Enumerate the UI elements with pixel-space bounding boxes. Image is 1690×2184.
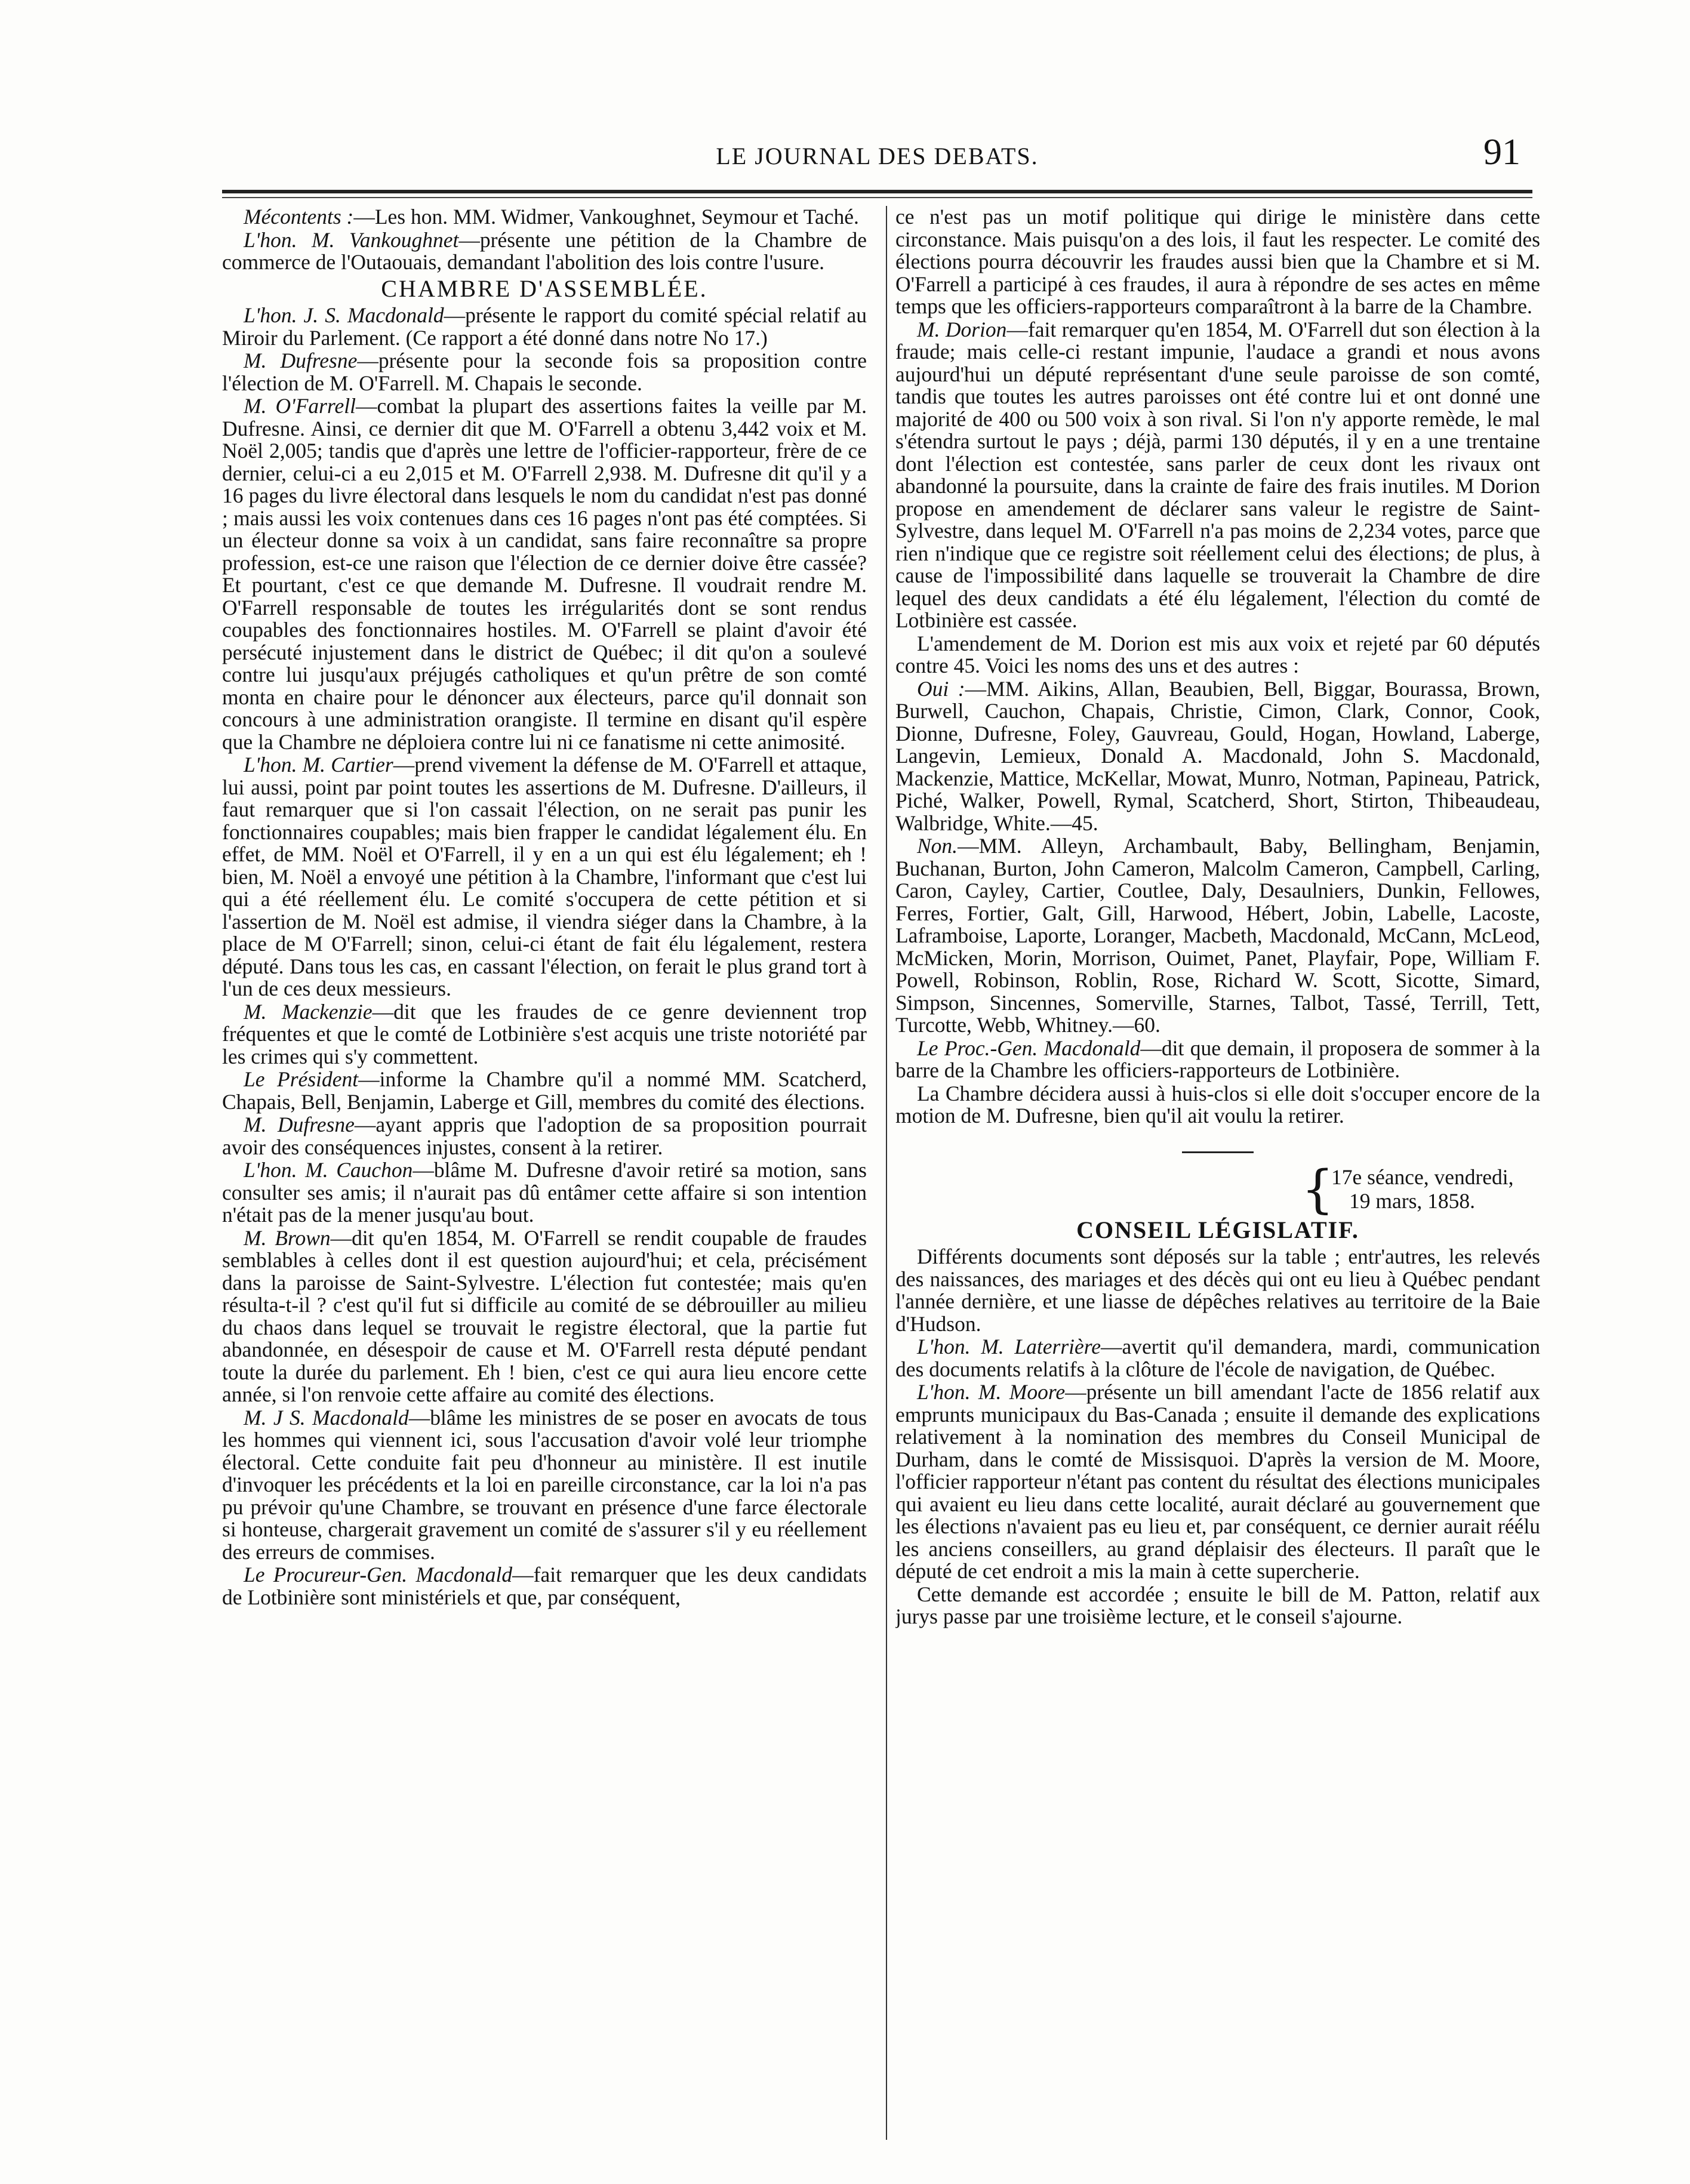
- speaker-name: Le Procureur-Gen. Macdonald: [244, 1563, 513, 1587]
- speaker-name: Mécontents :: [244, 206, 354, 229]
- paragraph-text: —fait remarquer qu'en 1854, M. O'Farrell dut son élection à la fraude; mais celle-ci restant impunie, l'audace a grandi et nous avons aujourd'hui un député représentant d'une seule paroisse de son comté, tandis que toutes les autres paroisses ont été contre lui et ont donné une majorité de 400 ou 500 voix à son rival. Si l'on n'y apporte remède, le mal s'étendra surtout le pays ; déjà, parmi 130 députés, il y en a une trentaine dont l'élection est contestée, sans parler de ceux dont les rivaux ont abandonné la poursuite, dans la crainte de faire des frais inutiles. M Dorion propose en amendement de déclarer sans valeur le registre de Saint-Sylvestre, dans lequel M. O'Farrell n'a pas moins de 2,234 votes, parce que rien n'indique que ce registre soit réellement celui des élections; de plus, à cause de l'impossibilité dans laquelle se trouverait la Chambre de dire lequel des deux candidats a été élu légalement, l'élection du comté de Lotbinière est cassée.: [895, 317, 1540, 632]
- speaker-name: Oui :: [917, 676, 965, 701]
- page-header: [222, 132, 1532, 184]
- council-heading: CONSEIL LÉGISLATIF.: [1076, 1216, 1359, 1243]
- speaker-name: M. J S. Macdonald: [244, 1405, 409, 1430]
- paragraph: [895, 633, 1540, 677]
- paragraph: [222, 1407, 867, 1564]
- paragraph: [895, 1381, 1540, 1583]
- paragraph: [895, 1037, 1540, 1082]
- speaker-name: Le Président: [244, 1067, 359, 1091]
- paragraph-text: Différents documents sont déposés sur la table ; entr'autres, les relevés des naissances, des mariages et des décès qui ont eu lieu à Québec pendant l'année dernière, et une liasse de dépêches relatives au territoire de la Baie d'Hudson.: [895, 1245, 1540, 1336]
- paragraph-text: —avertit qu'il demandera, mardi, communication des documents relatifs à la clôture de l'école de navigation, de Québec.: [895, 1335, 1540, 1381]
- speaker-name: L'hon. M. Moore: [917, 1380, 1066, 1404]
- paragraph-text: —Les hon. MM. Widmer, Vankoughnet, Seymour et Taché.: [353, 206, 859, 229]
- header-rule-thin: [222, 197, 1532, 198]
- paragraph-text: —combat la plupart des assertions faites la veille par M. Dufresne. Ainsi, ce dernier dit que M. O'Farrell a obtenu 3,442 voix et M. Noël 2,005; tandis que d'après une lettre de l'officier-rapporteur, frère de ce dernier, celui-ci a eu 2,015 et M. O'Farrell 2,938. M. Dufresne dit qu'il y a 16 pages du livre électoral dans lesquels le nom du candidat n'est pas donné ; mais aussi les voix contenues dans ces 16 pages n'ont pas été comptées. Si un électeur donne sa voix à un candidat, sans faire reconnaître sa propre profession, est-ce une raison que l'élection de ce dernier doive être cassée? Et pourtant, c'est ce que demande M. Dufresne. Il voudrait rendre M. O'Farrell responsable de toutes les irrégularités dont se sont rendus coupables des fonctionnaires hostiles. M. O'Farrell se plaint d'avoir été persécuté injustement dans le district de Québec; il dit qu'on a soulevé contre lui jusqu'aux préjugés catholiques et qu'un prêtre de son comté monta en chaire pour le dénoncer aux électeurs, parce qu'il donnait son concours à une administration orangiste. Il termine en disant qu'il espère que la Chambre ne déploiera contre lui ni ce fanatisme ni cette animosité.: [222, 394, 867, 754]
- running-title: LE JOURNAL DES DEBATS.: [716, 143, 1039, 170]
- brace-glyph: {: [1301, 1159, 1334, 1219]
- paragraph-text: —présente le rapport du comité spécial relatif au Miroir du Parlement. (Ce rapport a été donné dans notre No 17.): [222, 303, 867, 350]
- paragraph: [895, 678, 1540, 835]
- right-column: [895, 206, 1540, 2137]
- paragraph: [222, 395, 867, 753]
- paragraph-text: —ayant appris que l'adoption de sa proposition pourrait avoir des conséquences injustes, consent à la retirer.: [222, 1113, 867, 1159]
- paragraph-text: —prend vivement la défense de M. O'Farrell et attaque, lui aussi, point par point toutes les assertions de M. Dufresne. D'ailleurs, il faut remarquer que si l'on cassait l'élection, on ne serait pas punir les fonctionnaires coupables; mais bien frapper le candidat légalement élu. En effet, de MM. Noël et O'Farrell, il y en a un qui est élu légalement; eh ! bien, M. Noël a envoyé une pétition à la Chambre, l'informant que c'est lui qui a été réellement élu. Le comité s'occupera de cette pétition et si l'assertion de M. Noël est admise, il viendra siéger dans la Chambre, à la place de M O'Farrell; sinon, celui-ci étant de fait élu légalement, restera député. Dans tous les cas, en cassant l'élection, on ferait le plus grand tort à l'un de ces deux messieurs.: [222, 753, 867, 1000]
- speaker-name: L'hon. M. Vankoughnet: [244, 227, 459, 252]
- paragraph-text: —présente pour la seconde fois sa proposition contre l'élection de M. O'Farrell. M. Chapais le seconde.: [222, 349, 867, 395]
- speaker-name: M. Mackenzie: [244, 999, 373, 1024]
- speaker-name: L'hon. M. Cauchon: [244, 1158, 413, 1182]
- paragraph: [895, 1083, 1540, 1128]
- left-column: [222, 206, 867, 2137]
- paragraph: [895, 206, 1540, 318]
- paragraph-text: —blâme les ministres de se poser en avocats de tous les hommes qui viennent ici, sous l'accusation d'avoir volé leur triomphe électoral. Cette conduite fait peu d'honneur au ministère. Il est inutile d'invoquer les précédents et la loi en pareille circonstance, car la loi n'a pas pu prévoir qu'une Chambre, se trouvant en présence d'une farce électorale si honteuse, chargerait gravement un comité de s'assurer s'il y eu réellement des erreurs de commises.: [222, 1405, 867, 1564]
- paragraph-text: —MM. Alleyn, Archambault, Baby, Bellingham, Benjamin, Buchanan, Burton, John Cameron, Malcolm Cameron, Campbell, Carling, Caron, Cayley, Cartier, Coutlee, Daly, Desaulniers, Dunkin, Fellowes, Ferres, Fortier, Galt, Gill, Harwood, Hébert, Jobin, Labelle, Lacoste, Laframboise, Laporte, Loranger, Macbeth, Macdonald, McCann, McLeod, McMicken, Morin, Morrison, Ouimet, Panet, Playfair, Pope, William F. Powell, Robinson, Roblin, Rose, Richard W. Scott, Sicotte, Simard, Simpson, Sincennes, Somerville, Starnes, Talbot, Tassé, Terrill, Tett, Turcotte, Webb, Whitney.—60.: [895, 834, 1540, 1037]
- paragraph: [222, 1564, 867, 1609]
- speaker-name: M. Dufresne: [244, 1113, 355, 1136]
- paragraph: [222, 1159, 867, 1227]
- paragraph: [895, 835, 1540, 1037]
- paragraph-text: Cette demande est accordée ; ensuite le bill de M. Patton, relatif aux jurys passe par une troisième lecture, et le conseil s'ajourne.: [895, 1582, 1540, 1628]
- sitting-line-2: 19 mars, 1858.: [1349, 1188, 1476, 1213]
- paragraph: [895, 1336, 1540, 1381]
- speaker-name: L'hon. M. Laterrière: [917, 1335, 1101, 1359]
- paragraph-text: —MM. Aikins, Allan, Beaubien, Bell, Biggar, Bourassa, Brown, Burwell, Cauchon, Chapais, Christie, Cimon, Clark, Connor, Cook, Dionne, Dufresne, Foley, Gauvreau, Gould, Hogan, Howland, Laberge, Langevin, Lemieux, Donald A. Macdonald, John S. Macdonald, Mackenzie, Mattice, McKellar, Mowat, Munro, Notman, Papineau, Patrick, Piché, Walker, Powell, Rymal, Scatcherd, Short, Stirton, Thibeaudeau, Walbridge, White.—45.: [895, 676, 1540, 835]
- paragraph: [222, 229, 867, 274]
- right-column-debate: [895, 206, 1540, 1128]
- paragraph-text: —dit que demain, il proposera de sommer à la barre de la Chambre les officiers-rapporteurs de Lotbinière.: [895, 1036, 1540, 1082]
- section-rule: [1182, 1151, 1254, 1153]
- paragraph-text: —blâme M. Dufresne d'avoir retiré sa motion, sans consulter ses amis; il n'aurait pas dû entâmer cette affaire si son intention n'était pas de la mener jusqu'au bout.: [222, 1158, 867, 1227]
- speaker-name: M. Brown: [244, 1225, 331, 1250]
- page-number: 91: [1483, 132, 1520, 172]
- paragraph-text: L'amendement de M. Dorion est mis aux voix et rejeté par 60 députés contre 45. Voici les noms des uns et des autres :: [895, 631, 1540, 677]
- paragraph: [222, 754, 867, 1000]
- speaker-name: L'hon. M. Cartier: [244, 753, 393, 777]
- paragraph: [222, 304, 867, 349]
- speaker-name: Non.: [917, 834, 958, 858]
- sitting-line-1: 17e séance, vendredi,: [1331, 1165, 1514, 1189]
- paragraph: [222, 1114, 867, 1159]
- council-proceedings: [895, 1246, 1540, 1628]
- paragraph: [222, 1068, 867, 1113]
- paragraph: [222, 206, 867, 229]
- speaker-name: M. Dufresne: [244, 349, 358, 372]
- paragraph: [895, 319, 1540, 632]
- sitting-date: [895, 1159, 1540, 1219]
- paragraph: [222, 350, 867, 395]
- column-divider: [886, 206, 887, 2140]
- paragraph-text: —dit qu'en 1854, M. O'Farrell se rendit coupable de fraudes semblables à celles dont il est question aujourd'hui; et cela, précisément dans la paroisse de Saint-Sylvestre. L'élection fut contestée; mais qu'en résulta-t-il ? c'est qu'il fut si difficile au comité de se débrouiller au milieu du chaos dans lequel se trouvait le registre électoral, que la partie fut abandonnée, en désespoir de cause et M. O'Farrell resta député pendant toute la durée du parlement. Eh ! bien, c'est ce qui aura lieu encore cette année, si l'on renvoie cette affaire au comité des élections.: [222, 1225, 867, 1406]
- paragraph: [895, 1246, 1540, 1335]
- paragraph-text: —dit que les fraudes de ce genre deviennent trop fréquentes et que le comté de Lotbinière s'est acquis une triste notoriété par les crimes qui s'y commettent.: [222, 999, 867, 1068]
- speaker-name: Le Proc.-Gen. Macdonald: [917, 1036, 1141, 1060]
- paragraph-text: ce n'est pas un motif politique qui dirige le ministère dans cette circonstance. Mais puisqu'on a des lois, il faut les respecter. Le comité des élections pourra découvrir les fraudes aussi bien que la Chambre et si M. O'Farrell a participé à ces fraudes, il aura à répondre de ses actes en même temps que les officiers-rapporteurs comparaîtront à la barre de la Chambre.: [895, 206, 1540, 318]
- speaker-name: M. O'Farrell: [244, 394, 356, 418]
- paragraph: [222, 1227, 867, 1406]
- paragraph: [895, 1584, 1540, 1628]
- speaker-name: M. Dorion: [917, 317, 1007, 341]
- paragraph-text: —fait remarquer que les deux candidats de Lotbinière sont ministériels et que, par conséquent,: [222, 1563, 867, 1609]
- header-rule: [222, 190, 1532, 193]
- paragraph-text: —informe la Chambre qu'il a nommé MM. Scatcherd, Chapais, Bell, Benjamin, Laberge et Gill, membres du comité des élections.: [222, 1067, 867, 1114]
- paragraph-text: —présente un bill amendant l'acte de 1856 relatif aux emprunts municipaux du Bas-Canada ; ensuite il demande des explications relativement à la nomination des membres du Conseil Municipal de Durham, dans le comté de Missisquoi. D'après la version de M. Moore, l'officier rapporteur n'étant pas content du résultat des élections municipales qui avaient eu lieu dans cette localité, aurait déclaré au gouvernement que les élections n'avaient pas eu lieu et, par conséquent, ce dernier aurait réélu les anciens conseillers, au grand déplaisir des électeurs. Il paraît que le député de cet endroit a mis la main à cette supercherie.: [895, 1380, 1540, 1583]
- paragraph: [222, 1001, 867, 1068]
- paragraph-text: —présente une pétition de la Chambre de commerce de l'Outaouais, demandant l'abolition des lois contre l'usure.: [222, 227, 867, 274]
- paragraph-text: La Chambre décidera aussi à huis-clos si elle doit s'occuper encore de la motion de M. Dufresne, bien qu'il ait voulu la retirer.: [895, 1081, 1540, 1128]
- speaker-name: L'hon. J. S. Macdonald: [244, 303, 444, 327]
- section-heading: CHAMBRE D'ASSEMBLÉE.: [381, 275, 708, 302]
